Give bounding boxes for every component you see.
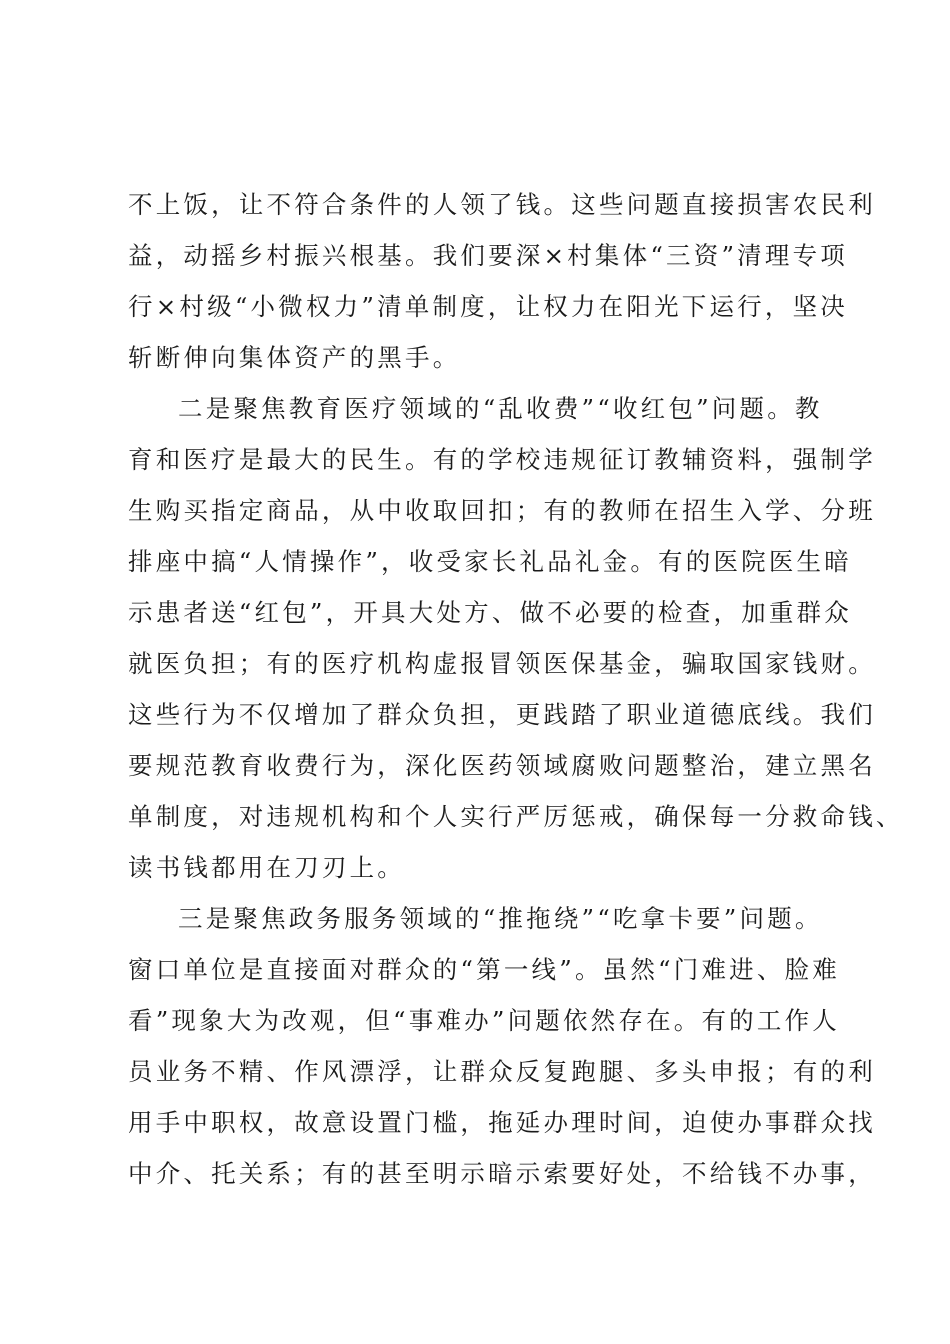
text-line: 生购买指定商品，从中收取回扣；有的教师在招生入学、分班 (128, 496, 876, 525)
text-line: 排座中搞“人情操作”，收受家长礼品礼金。有的医院医生暗 (128, 547, 852, 576)
text-line: 中介、托关系；有的甚至明示暗示索要好处，不给钱不办事， (128, 1159, 876, 1188)
text-line: 示患者送“红包”，开具大处方、做不必要的检查，加重群众 (128, 598, 852, 627)
text-line: 这些行为不仅增加了群众负担，更践踏了职业道德底线。我们 (128, 700, 876, 729)
paragraph-start-line: 三是聚焦政务服务领域的“推拖绕”“吃拿卡要”问题。 (178, 904, 823, 933)
paragraph-start-line: 二是聚焦教育医疗领域的“乱收费”“收红包”问题。教 (178, 394, 823, 423)
text-line: 斩断伸向集体资产的黑手。 (128, 343, 461, 372)
text-line: 看”现象大为改观，但“事难办”问题依然存在。有的工作人 (128, 1006, 840, 1035)
text-line: 益，动摇乡村振兴根基。我们要深×村集体“三资”清理专项 (128, 241, 848, 270)
text-line: 窗口单位是直接面对群众的“第一线”。虽然“门难进、脸难 (128, 955, 840, 984)
text-line: 育和医疗是最大的民生。有的学校违规征订教辅资料，强制学 (128, 445, 876, 474)
text-line: 用手中职权，故意设置门槛，拖延办理时间，迫使办事群众找 (128, 1108, 876, 1137)
text-line: 就医负担；有的医疗机构虚报冒领医保基金，骗取国家钱财。 (128, 649, 876, 678)
text-line: 行×村级“小微权力”清单制度，让权力在阳光下运行，坚决 (128, 292, 848, 321)
text-line: 员业务不精、作风漂浮，让群众反复跑腿、多头申报；有的利 (128, 1057, 876, 1086)
text-line: 读书钱都用在刀刃上。 (128, 853, 405, 882)
text-line: 单制度，对违规机构和个人实行严厉惩戒，确保每一分救命钱、 (128, 802, 904, 831)
text-line: 不上饭，让不符合条件的人领了钱。这些问题直接损害农民利 (128, 190, 876, 219)
text-line: 要规范教育收费行为，深化医药领域腐败问题整治，建立黑名 (128, 751, 876, 780)
